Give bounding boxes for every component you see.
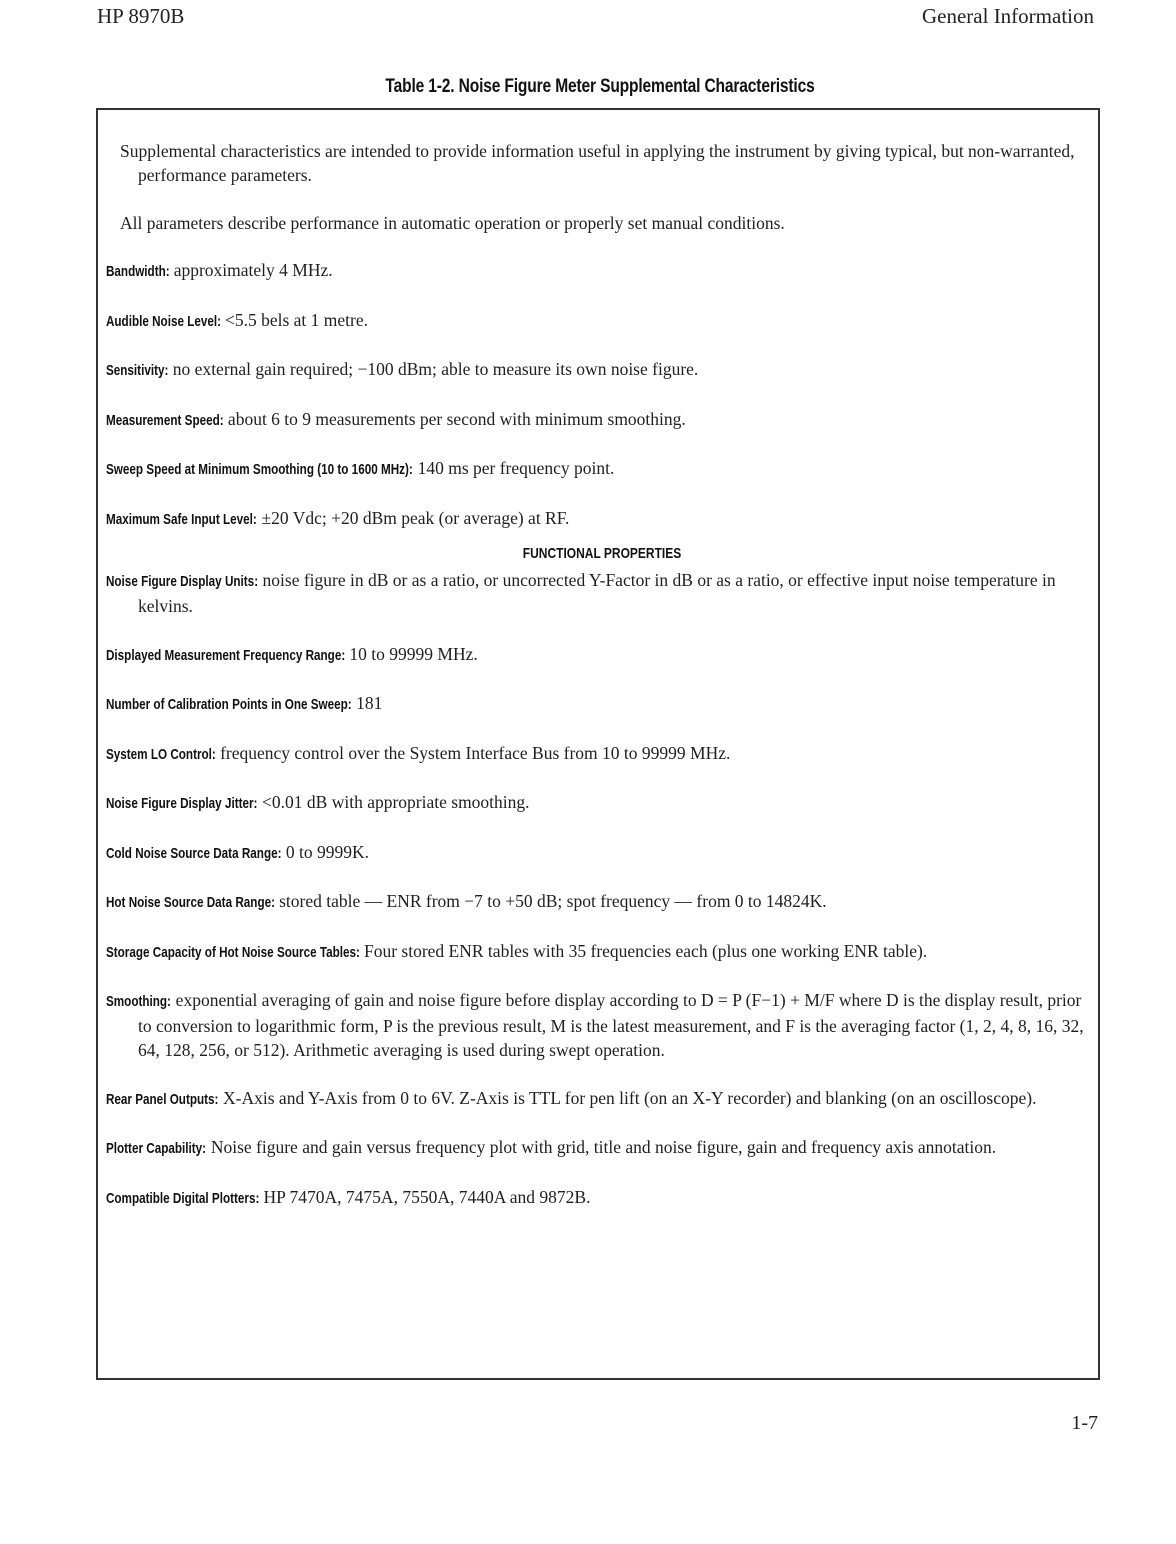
characteristic-text: 140 ms per frequency point. xyxy=(417,458,615,478)
table-content xyxy=(105,139,1085,1234)
functional-text: 10 to 99999 MHz. xyxy=(349,643,478,664)
functional-item xyxy=(105,939,1085,965)
characteristic-item xyxy=(105,407,1085,433)
functional-label: Compatible Digital Plotters: xyxy=(105,1189,260,1207)
characteristic-item xyxy=(105,357,1085,383)
functional-text: X-Axis and Y-Axis from 0 to 6V. Z-Axis is TTL for pen lift (on an X-Y recorder) and blanking (on an oscilloscope). xyxy=(223,1087,1037,1108)
characteristic-item xyxy=(105,258,1085,284)
functional-item xyxy=(105,691,1085,717)
functional-item xyxy=(105,840,1085,866)
functional-list xyxy=(105,568,1085,1211)
functional-label: Displayed Measurement Frequency Range: xyxy=(105,646,346,664)
functional-item xyxy=(105,741,1085,767)
functional-heading-text: FUNCTIONAL PROPERTIES xyxy=(523,545,682,562)
functional-label: Cold Noise Source Data Range: xyxy=(105,844,282,862)
functional-text: exponential averaging of gain and noise figure before display according to D = P (F−1) + M/F where D is the display result, prior to conversion to logarithmic form, P is the previous result, M is the latest measurement, and F is the averaging factor (1, 2, 4, 8, 16, 32, 64, 128, 256, or 512). Arithmetic averaging is used during swept operation. xyxy=(138,990,1084,1060)
characteristic-label: Audible Noise Level: xyxy=(105,312,222,330)
functional-text: stored table — ENR from −7 to +50 dB; spot frequency — from 0 to 14824K. xyxy=(279,891,827,911)
characteristic-label: Maximum Safe Input Level: xyxy=(105,510,257,528)
characteristic-text: ±20 Vdc; +20 dBm peak (or average) at RF. xyxy=(261,507,570,528)
characteristic-item xyxy=(105,308,1085,334)
characteristic-label: Bandwidth: xyxy=(105,263,170,280)
header-section: General Information xyxy=(921,4,1094,28)
functional-item xyxy=(105,988,1085,1062)
functional-item xyxy=(105,642,1085,668)
intro-paragraph: Supplemental characteristics are intended to provide information useful in applying the instrument by giving typical, but non-warranted, performance parameters. xyxy=(120,141,1075,185)
functional-item xyxy=(105,889,1085,915)
functional-label: Plotter Capability: xyxy=(105,1140,207,1157)
characteristic-item xyxy=(105,506,1085,532)
functional-label: Storage Capacity of Hot Noise Source Tables: xyxy=(105,943,360,961)
functional-properties-heading xyxy=(120,545,1085,562)
functional-text: <0.01 dB with appropriate smoothing. xyxy=(262,792,530,812)
functional-text: HP 7470A, 7475A, 7550A, 7440A and 9872B. xyxy=(263,1186,591,1207)
characteristic-text: approximately 4 MHz. xyxy=(173,260,333,280)
page-number: 1-7 xyxy=(1071,1412,1098,1434)
functional-label: Rear Panel Outputs: xyxy=(105,1090,219,1108)
functional-item xyxy=(105,1086,1085,1112)
characteristic-label: Sweep Speed at Minimum Smoothing (10 to 1600 MHz): xyxy=(105,461,413,478)
table-title: Table 1-2. Noise Figure Meter Supplemental Characteristics xyxy=(385,76,815,97)
functional-text: Noise figure and gain versus frequency plot with grid, title and noise figure, gain and frequency axis annotation. xyxy=(210,1137,997,1157)
functional-text: 181 xyxy=(356,693,383,713)
characteristics-list xyxy=(105,258,1085,532)
characteristic-text: no external gain required; −100 dBm; able to measure its own noise figure. xyxy=(172,359,699,379)
functional-label: Smoothing: xyxy=(105,993,171,1010)
functional-label: Hot Noise Source Data Range: xyxy=(105,894,276,911)
characteristic-text: <5.5 bels at 1 metre. xyxy=(224,309,368,330)
functional-label: Noise Figure Display Jitter: xyxy=(105,795,258,812)
functional-label: Number of Calibration Points in One Sweep: xyxy=(105,696,352,713)
functional-text: Four stored ENR tables with 35 frequencies each (plus one working ENR table). xyxy=(363,940,928,961)
characteristic-label: Sensitivity: xyxy=(105,362,169,379)
functional-text: frequency control over the System Interface Bus from 10 to 99999 MHz. xyxy=(220,742,731,763)
functional-item xyxy=(105,568,1085,618)
functional-item xyxy=(105,790,1085,816)
functional-label: System LO Control: xyxy=(105,745,216,763)
characteristic-label: Measurement Speed: xyxy=(105,411,224,429)
functional-text: 0 to 9999K. xyxy=(285,841,370,862)
functional-item xyxy=(105,1185,1085,1211)
header-model: HP 8970B xyxy=(97,4,185,28)
characteristic-item xyxy=(105,456,1085,482)
functional-text: noise figure in dB or as a ratio, or uncorrected Y-Factor in dB or as a ratio, or effective input noise temperature in kelvins. xyxy=(138,570,1056,616)
functional-label: Noise Figure Display Units: xyxy=(105,573,259,590)
characteristic-text: about 6 to 9 measurements per second with minimum smoothing. xyxy=(227,408,686,429)
intro-paragraph: All parameters describe performance in automatic operation or properly set manual conditions. xyxy=(120,212,785,233)
functional-item xyxy=(105,1135,1085,1161)
